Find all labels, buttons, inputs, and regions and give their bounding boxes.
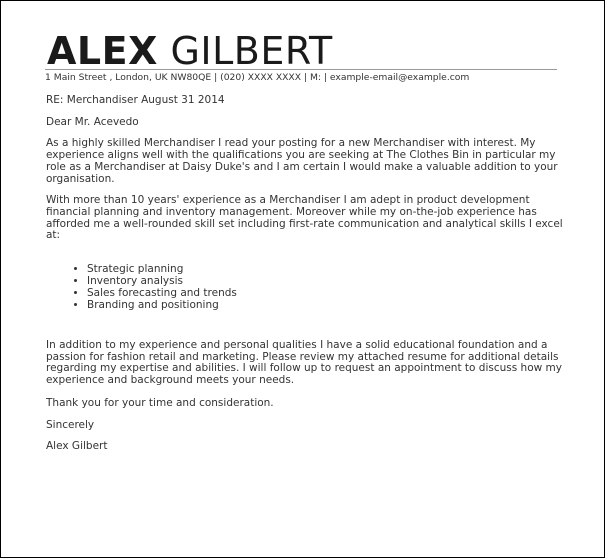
letter-body — [46, 95, 566, 453]
paragraph-intro: As a highly skilled Merchandiser I read your posting for a new Merchandiser with interest. My experience aligns well with the qualifications you are seeking at The Clothes Bin in particular my role as a Merchandiser at Daisy Duke's and I am certain I would make a valuable addition to your organisation. — [46, 137, 558, 185]
thanks-line: Thank you for your time and consideration. — [46, 396, 274, 409]
last-name: GILBERT — [170, 29, 333, 73]
list-item: • Inventory analysis — [87, 275, 566, 287]
list-item: • Branding and positioning — [87, 299, 566, 311]
list-item: • Sales forecasting and trends — [87, 287, 566, 299]
list-item: • Strategic planning — [87, 263, 566, 275]
paragraph-education: In addition to my experience and personal qualities I have a solid educational foundation and a passion for fashion retail and marketing. Please review my attached resume for additional details regarding my expertise and abilities. I will follow up to request an appointment to discuss how my experience and background meets your needs. — [46, 339, 563, 387]
contact-info: 1 Main Street , London, UK NW80QE | (020) XXXX XXXX | M: | example-email@example.com — [45, 69, 557, 84]
closing: Sincerely — [46, 418, 95, 431]
skills-list — [46, 263, 566, 311]
subject-line: RE: Merchandiser August 31 2014 — [46, 94, 225, 106]
paragraph-experience: With more than 10 years' experience as a Merchandiser I am adept in product development financial planning and inventory management. Moreover while my on-the-job experience has afforded me a well-rounded skill set including first-rate communication and analytical skills I excel at: — [46, 194, 563, 242]
signature-name: Alex Gilbert — [46, 440, 108, 453]
applicant-name — [47, 30, 333, 72]
first-name: ALEX — [47, 29, 158, 73]
salutation: Dear Mr. Acevedo — [46, 115, 139, 128]
